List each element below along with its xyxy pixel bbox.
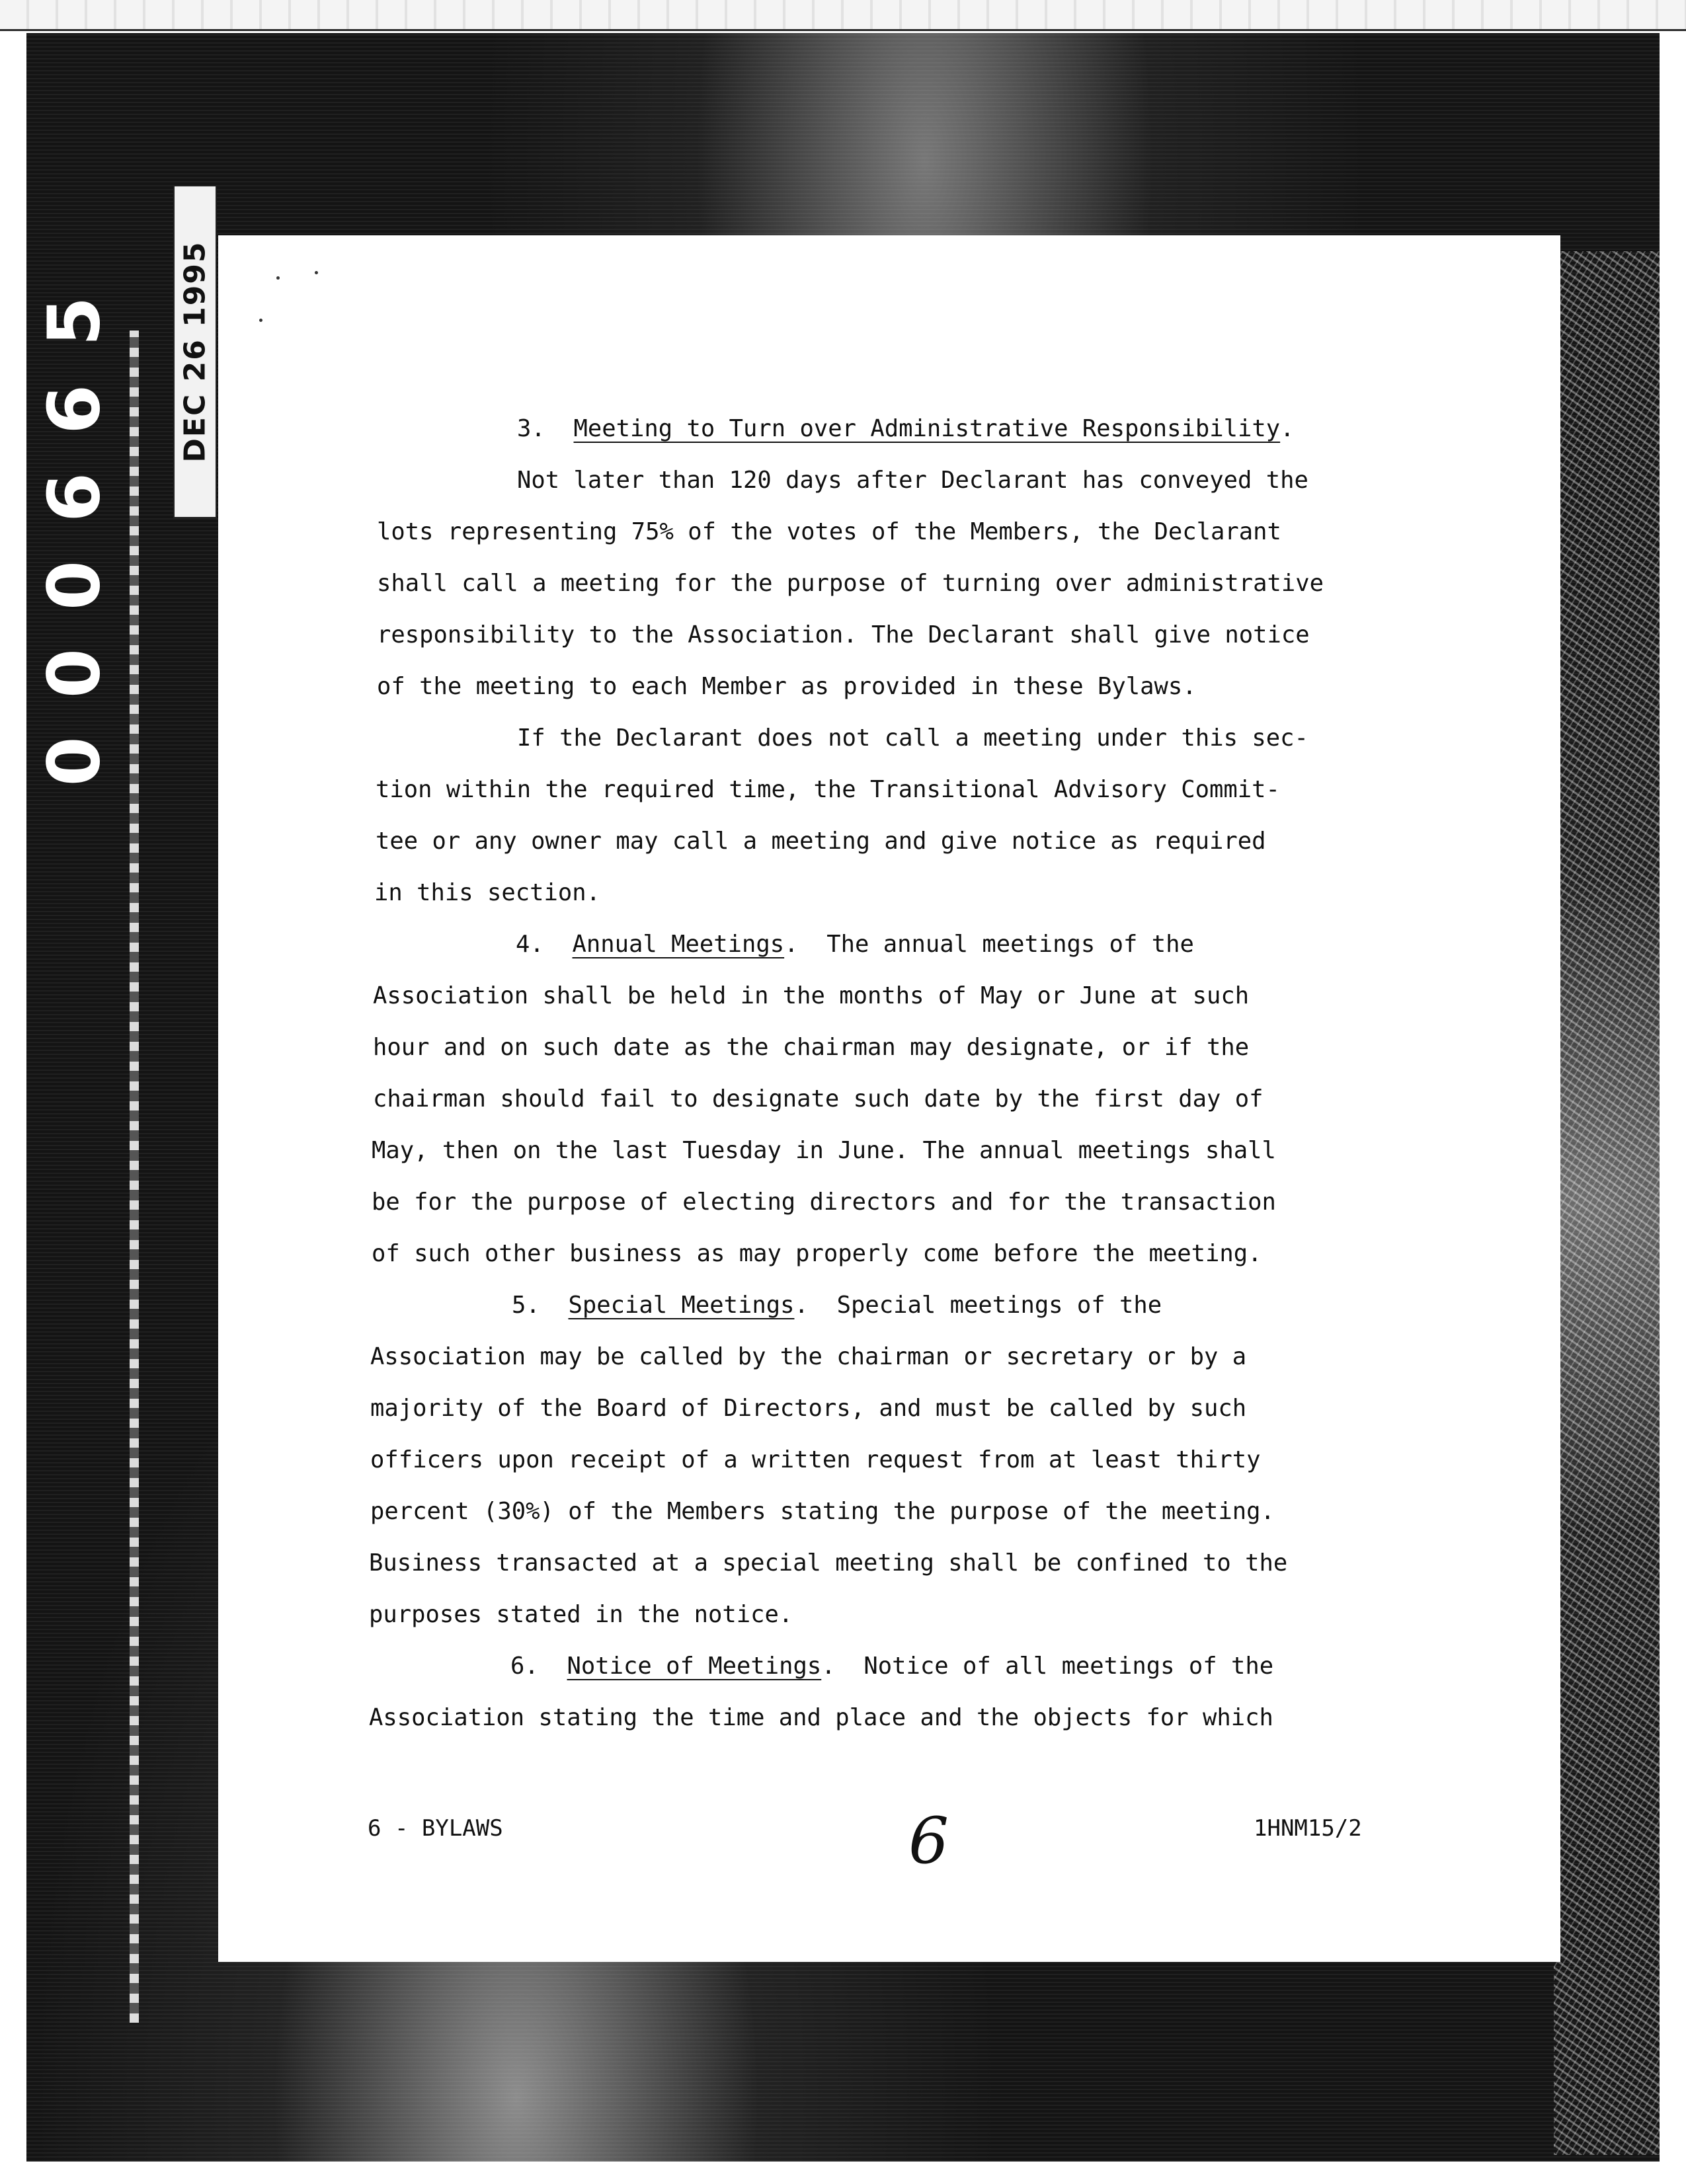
body-line: in this section. <box>374 879 600 906</box>
body-line: purposes stated in the notice. <box>369 1601 793 1628</box>
body-line: percent (30%) of the Members stating the purpose of the meeting. <box>370 1498 1275 1525</box>
section-number: 5. <box>512 1292 540 1319</box>
body-line: officers upon receipt of a written request from at least thirty <box>370 1446 1261 1473</box>
scan-top-edge <box>0 0 1686 31</box>
body-line: lots representing 75% of the votes of the Members, the Declarant <box>377 518 1281 545</box>
filing-number-stamp <box>33 225 116 820</box>
body-line: Association stating the time and place and the objects for which <box>369 1704 1273 1731</box>
footer-left: 6 - BYLAWS <box>368 1815 503 1842</box>
section-heading: Meeting to Turn over Administrative Responsibility <box>573 415 1281 442</box>
heading-period: . <box>821 1653 836 1680</box>
date-stamp-text: DEC 26 1995 <box>178 241 212 463</box>
body-line: tion within the required time, the Transitional Advisory Commit- <box>376 776 1280 803</box>
body-line: shall call a meeting for the purpose of turning over administrative <box>377 570 1324 597</box>
film-edge-marks <box>130 331 139 2023</box>
heading-period: . <box>784 931 799 958</box>
section-number: 3. <box>517 415 545 442</box>
body-line: If the Declarant does not call a meeting under this sec- <box>517 724 1308 752</box>
footer-right: 1HNM15/2 <box>1254 1815 1362 1842</box>
document-page <box>218 235 1560 1962</box>
section-heading: Notice of Meetings <box>567 1653 822 1680</box>
section-heading: Annual Meetings <box>572 931 785 958</box>
body-line: Business transacted at a special meeting shall be confined to the <box>369 1549 1288 1577</box>
body-line: be for the purpose of electing directors and for the transaction <box>372 1189 1276 1216</box>
heading-period: . <box>1280 415 1295 442</box>
body-line: Association may be called by the chairman or secretary or by a <box>370 1343 1247 1370</box>
body-line: of such other business as may properly come before the meeting. <box>372 1240 1262 1267</box>
body-line: majority of the Board of Directors, and must be called by such <box>370 1395 1247 1422</box>
body-line: tee or any owner may call a meeting and give notice as required <box>376 828 1266 855</box>
page-number: 6 <box>908 1804 949 1878</box>
body-line: chairman should fail to designate such date by the first day of <box>373 1085 1264 1112</box>
heading-period: . <box>794 1292 809 1319</box>
filing-number: 000665 <box>33 258 116 787</box>
section-heading: Special Meetings <box>568 1292 795 1319</box>
body-line: hour and on such date as the chairman may designate, or if the <box>373 1034 1250 1061</box>
body-text: The annual meetings of the <box>826 931 1194 958</box>
scan-noise <box>1554 251 1660 2155</box>
body-line: responsibility to the Association. The Declarant shall give notice <box>377 621 1310 648</box>
body-line: Not later than 120 days after Declarant has conveyed the <box>517 467 1308 494</box>
body-text: Special meetings of the <box>836 1292 1162 1319</box>
section-number: 4. <box>516 931 544 958</box>
body-line: of the meeting to each Member as provided in these Bylaws. <box>377 673 1197 700</box>
body-line: Association shall be held in the months of May or June at such <box>373 982 1250 1009</box>
body-text: Notice of all meetings of the <box>863 1653 1274 1680</box>
section-number: 6. <box>510 1653 539 1680</box>
handwritten-page-number <box>218 235 1560 1962</box>
date-stamp <box>173 185 217 518</box>
body-line: May, then on the last Tuesday in June. The annual meetings shall <box>372 1137 1276 1164</box>
